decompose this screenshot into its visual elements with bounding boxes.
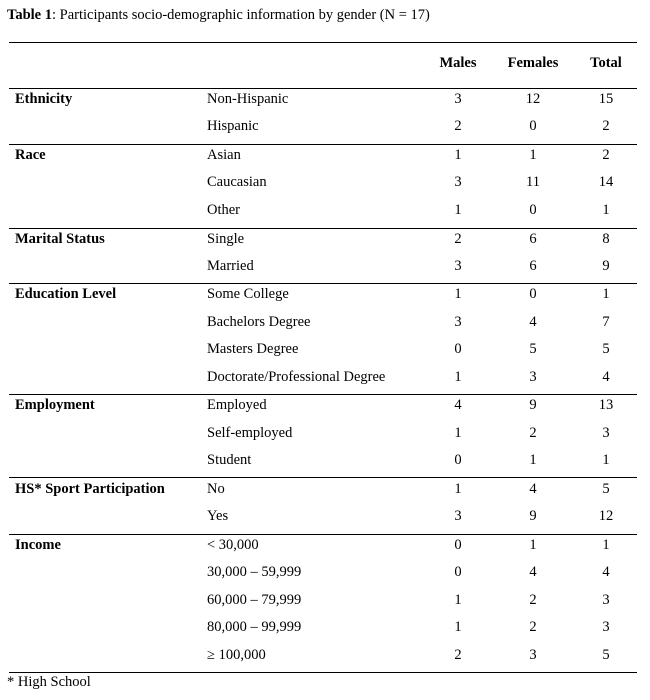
row-label: 30,000 – 59,999 xyxy=(207,564,302,580)
row-label: Bachelors Degree xyxy=(207,314,311,330)
table-row xyxy=(0,118,650,138)
cell-males: 1 xyxy=(454,369,462,385)
cell-total: 7 xyxy=(602,314,610,330)
cell-females: 9 xyxy=(529,397,537,413)
cell-females: 2 xyxy=(529,619,537,635)
cell-total: 3 xyxy=(602,425,610,441)
category-label: HS* Sport Participation xyxy=(15,481,165,497)
cell-males: 1 xyxy=(454,592,462,608)
header-males: Males xyxy=(439,55,477,71)
table-caption-label: Table 1 xyxy=(7,7,52,23)
cell-females: 6 xyxy=(529,231,537,247)
row-label: ≥ 100,000 xyxy=(207,647,266,663)
cell-total: 8 xyxy=(602,231,610,247)
table-row xyxy=(0,314,650,334)
cell-females: 2 xyxy=(529,425,537,441)
table-row xyxy=(0,202,650,222)
cell-total: 5 xyxy=(602,481,610,497)
cell-females: 12 xyxy=(525,91,541,107)
table-row xyxy=(0,647,650,667)
cell-total: 15 xyxy=(598,91,614,107)
cell-males: 0 xyxy=(454,452,462,468)
cell-females: 0 xyxy=(529,202,537,218)
group-separator-rule xyxy=(9,534,637,535)
table-row xyxy=(0,481,650,501)
category-label: Income xyxy=(15,537,61,553)
cell-total: 2 xyxy=(602,147,610,163)
row-label: 60,000 – 79,999 xyxy=(207,592,302,608)
cell-total: 14 xyxy=(598,174,614,190)
cell-total: 1 xyxy=(602,537,610,553)
group-separator-rule xyxy=(9,283,637,284)
cell-males: 0 xyxy=(454,564,462,580)
table-row xyxy=(0,564,650,584)
row-label: Single xyxy=(207,231,245,247)
group-separator-rule xyxy=(9,228,637,229)
group-separator-rule xyxy=(9,477,637,478)
cell-males: 3 xyxy=(454,258,462,274)
cell-females: 4 xyxy=(529,314,537,330)
table-top-rule xyxy=(9,42,637,43)
cell-total: 4 xyxy=(602,369,610,385)
cell-males: 1 xyxy=(454,286,462,302)
row-label: Student xyxy=(207,452,252,468)
category-label: Marital Status xyxy=(15,231,105,247)
row-label: Yes xyxy=(207,508,229,524)
cell-males: 3 xyxy=(454,91,462,107)
cell-males: 1 xyxy=(454,202,462,218)
table-row xyxy=(0,425,650,445)
cell-females: 1 xyxy=(529,452,537,468)
header-total: Total xyxy=(590,55,622,71)
table-row xyxy=(0,341,650,361)
group-separator-rule xyxy=(9,144,637,145)
cell-males: 2 xyxy=(454,118,462,134)
row-label: Asian xyxy=(207,147,241,163)
cell-males: 3 xyxy=(454,314,462,330)
cell-total: 1 xyxy=(602,202,610,218)
cell-males: 1 xyxy=(454,147,462,163)
table-row xyxy=(0,508,650,528)
cell-total: 12 xyxy=(598,508,614,524)
cell-females: 4 xyxy=(529,481,537,497)
table-caption-text: : Participants socio-demographic information by gender (N = 17) xyxy=(52,7,430,23)
row-label: Employed xyxy=(207,397,267,413)
row-label: Self-employed xyxy=(207,425,293,441)
table-row xyxy=(0,452,650,472)
cell-females: 5 xyxy=(529,341,537,357)
cell-total: 5 xyxy=(602,647,610,663)
cell-males: 3 xyxy=(454,174,462,190)
cell-females: 4 xyxy=(529,564,537,580)
cell-males: 2 xyxy=(454,231,462,247)
row-label: Masters Degree xyxy=(207,341,299,357)
row-label: Other xyxy=(207,202,241,218)
cell-total: 1 xyxy=(602,286,610,302)
category-label: Education Level xyxy=(15,286,117,302)
cell-males: 1 xyxy=(454,425,462,441)
table-footnote: * High School xyxy=(7,674,91,690)
cell-total: 3 xyxy=(602,619,610,635)
row-label: No xyxy=(207,481,225,497)
cell-females: 1 xyxy=(529,147,537,163)
category-label: Employment xyxy=(15,397,95,413)
row-label: Caucasian xyxy=(207,174,267,190)
cell-total: 3 xyxy=(602,592,610,608)
table-row xyxy=(0,174,650,194)
cell-females: 0 xyxy=(529,118,537,134)
cell-males: 1 xyxy=(454,619,462,635)
cell-males: 0 xyxy=(454,537,462,553)
group-separator-rule xyxy=(9,394,637,395)
cell-total: 1 xyxy=(602,452,610,468)
table-row xyxy=(0,619,650,639)
cell-males: 4 xyxy=(454,397,462,413)
cell-males: 1 xyxy=(454,481,462,497)
group-separator-rule xyxy=(9,88,637,89)
table-row xyxy=(0,91,650,111)
cell-females: 1 xyxy=(529,537,537,553)
cell-females: 6 xyxy=(529,258,537,274)
cell-total: 4 xyxy=(602,564,610,580)
table-row xyxy=(0,537,650,557)
cell-males: 2 xyxy=(454,647,462,663)
header-females: Females xyxy=(507,55,559,71)
row-label: Non-Hispanic xyxy=(207,91,289,107)
cell-total: 5 xyxy=(602,341,610,357)
table-row xyxy=(0,147,650,167)
row-label: Hispanic xyxy=(207,118,259,134)
cell-females: 11 xyxy=(526,174,540,190)
table-caption xyxy=(7,7,430,24)
cell-total: 9 xyxy=(602,258,610,274)
table-row xyxy=(0,592,650,612)
cell-females: 2 xyxy=(529,592,537,608)
table-bottom-rule xyxy=(9,672,637,673)
category-label: Race xyxy=(15,147,46,163)
table-row xyxy=(0,258,650,278)
table-row xyxy=(0,231,650,251)
cell-females: 0 xyxy=(529,286,537,302)
category-label: Ethnicity xyxy=(15,91,73,107)
table-row xyxy=(0,397,650,417)
cell-males: 0 xyxy=(454,341,462,357)
table-row xyxy=(0,286,650,306)
row-label: < 30,000 xyxy=(207,537,259,553)
cell-males: 3 xyxy=(454,508,462,524)
row-label: Married xyxy=(207,258,254,274)
row-label: Doctorate/Professional Degree xyxy=(207,369,386,385)
cell-females: 3 xyxy=(529,369,537,385)
row-label: Some College xyxy=(207,286,289,302)
cell-females: 9 xyxy=(529,508,537,524)
cell-total: 13 xyxy=(598,397,614,413)
row-label: 80,000 – 99,999 xyxy=(207,619,302,635)
table-row xyxy=(0,369,650,389)
cell-total: 2 xyxy=(602,118,610,134)
cell-females: 3 xyxy=(529,647,537,663)
